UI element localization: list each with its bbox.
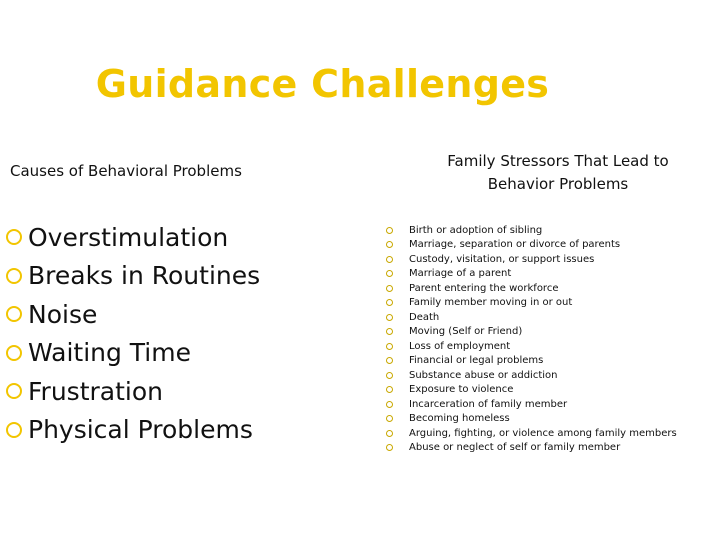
circle-bullet-icon <box>386 386 393 393</box>
circle-bullet-icon <box>386 241 393 248</box>
list-item <box>386 238 677 253</box>
circle-bullet-icon <box>6 345 22 361</box>
list-item-label: Parent entering the workforce <box>409 282 559 294</box>
list-item-label: Incarceration of family member <box>409 398 568 410</box>
circle-bullet-icon <box>386 343 393 350</box>
circle-bullet-icon <box>386 256 393 263</box>
circle-bullet-icon <box>386 401 393 408</box>
list-item <box>386 441 677 456</box>
list-item-label: Custody, visitation, or support issues <box>409 253 595 265</box>
slide-title: Guidance Challenges <box>95 62 550 106</box>
list-item-label: Abuse or neglect of self or family member <box>409 442 621 454</box>
circle-bullet-icon <box>6 229 22 245</box>
list-item <box>386 412 677 427</box>
list-item-label: Loss of employment <box>409 340 511 352</box>
list-item <box>386 397 677 412</box>
list-item <box>386 281 677 296</box>
right-heading-line-1: Family Stressors That Lead to <box>447 152 669 170</box>
list-item <box>386 368 677 383</box>
circle-bullet-icon <box>386 415 393 422</box>
list-item <box>386 310 677 325</box>
circle-bullet-icon <box>386 270 393 277</box>
circle-bullet-icon <box>386 314 393 321</box>
list-item <box>386 223 677 238</box>
circle-bullet-icon <box>386 227 393 234</box>
list-item <box>6 372 260 411</box>
list-item <box>386 296 677 311</box>
circle-bullet-icon <box>386 444 393 451</box>
causes-list <box>6 218 260 449</box>
list-item <box>386 354 677 369</box>
circle-bullet-icon <box>386 357 393 364</box>
stressors-list <box>386 223 677 455</box>
list-item-label: Family member moving in or out <box>409 297 573 309</box>
list-item <box>386 252 677 267</box>
list-item-label: Marriage of a parent <box>409 268 512 280</box>
list-item-label: Frustration <box>28 376 163 406</box>
list-item-label: Financial or legal problems <box>409 355 544 367</box>
circle-bullet-icon <box>386 372 393 379</box>
list-item-label: Substance abuse or addiction <box>409 369 558 381</box>
list-item <box>386 267 677 282</box>
list-item-label: Waiting Time <box>28 338 191 368</box>
list-item-label: Marriage, separation or divorce of parents <box>409 239 621 251</box>
list-item <box>6 334 260 373</box>
left-column-heading: Causes of Behavioral Problems <box>10 162 242 180</box>
right-heading-line-2: Behavior Problems <box>487 175 629 193</box>
list-item-label: Noise <box>28 299 98 329</box>
list-item <box>6 295 260 334</box>
right-column-heading <box>410 150 706 196</box>
list-item-label: Becoming homeless <box>409 413 510 425</box>
list-item <box>6 218 260 257</box>
list-item-label: Overstimulation <box>28 222 229 252</box>
list-item-label: Moving (Self or Friend) <box>409 326 523 338</box>
circle-bullet-icon <box>386 328 393 335</box>
circle-bullet-icon <box>6 268 22 284</box>
list-item-label: Birth or adoption of sibling <box>409 224 543 236</box>
list-item-label: Exposure to violence <box>409 384 514 396</box>
list-item-label: Physical Problems <box>28 415 253 445</box>
list-item <box>6 257 260 296</box>
circle-bullet-icon <box>386 430 393 437</box>
list-item <box>386 325 677 340</box>
list-item <box>6 411 260 450</box>
circle-bullet-icon <box>6 383 22 399</box>
circle-bullet-icon <box>6 422 22 438</box>
circle-bullet-icon <box>386 285 393 292</box>
list-item <box>386 426 677 441</box>
list-item-label: Arguing, fighting, or violence among family members <box>409 427 677 439</box>
list-item <box>386 339 677 354</box>
circle-bullet-icon <box>386 299 393 306</box>
circle-bullet-icon <box>6 306 22 322</box>
list-item-label: Death <box>409 311 440 323</box>
list-item <box>386 383 677 398</box>
list-item-label: Breaks in Routines <box>28 261 261 291</box>
